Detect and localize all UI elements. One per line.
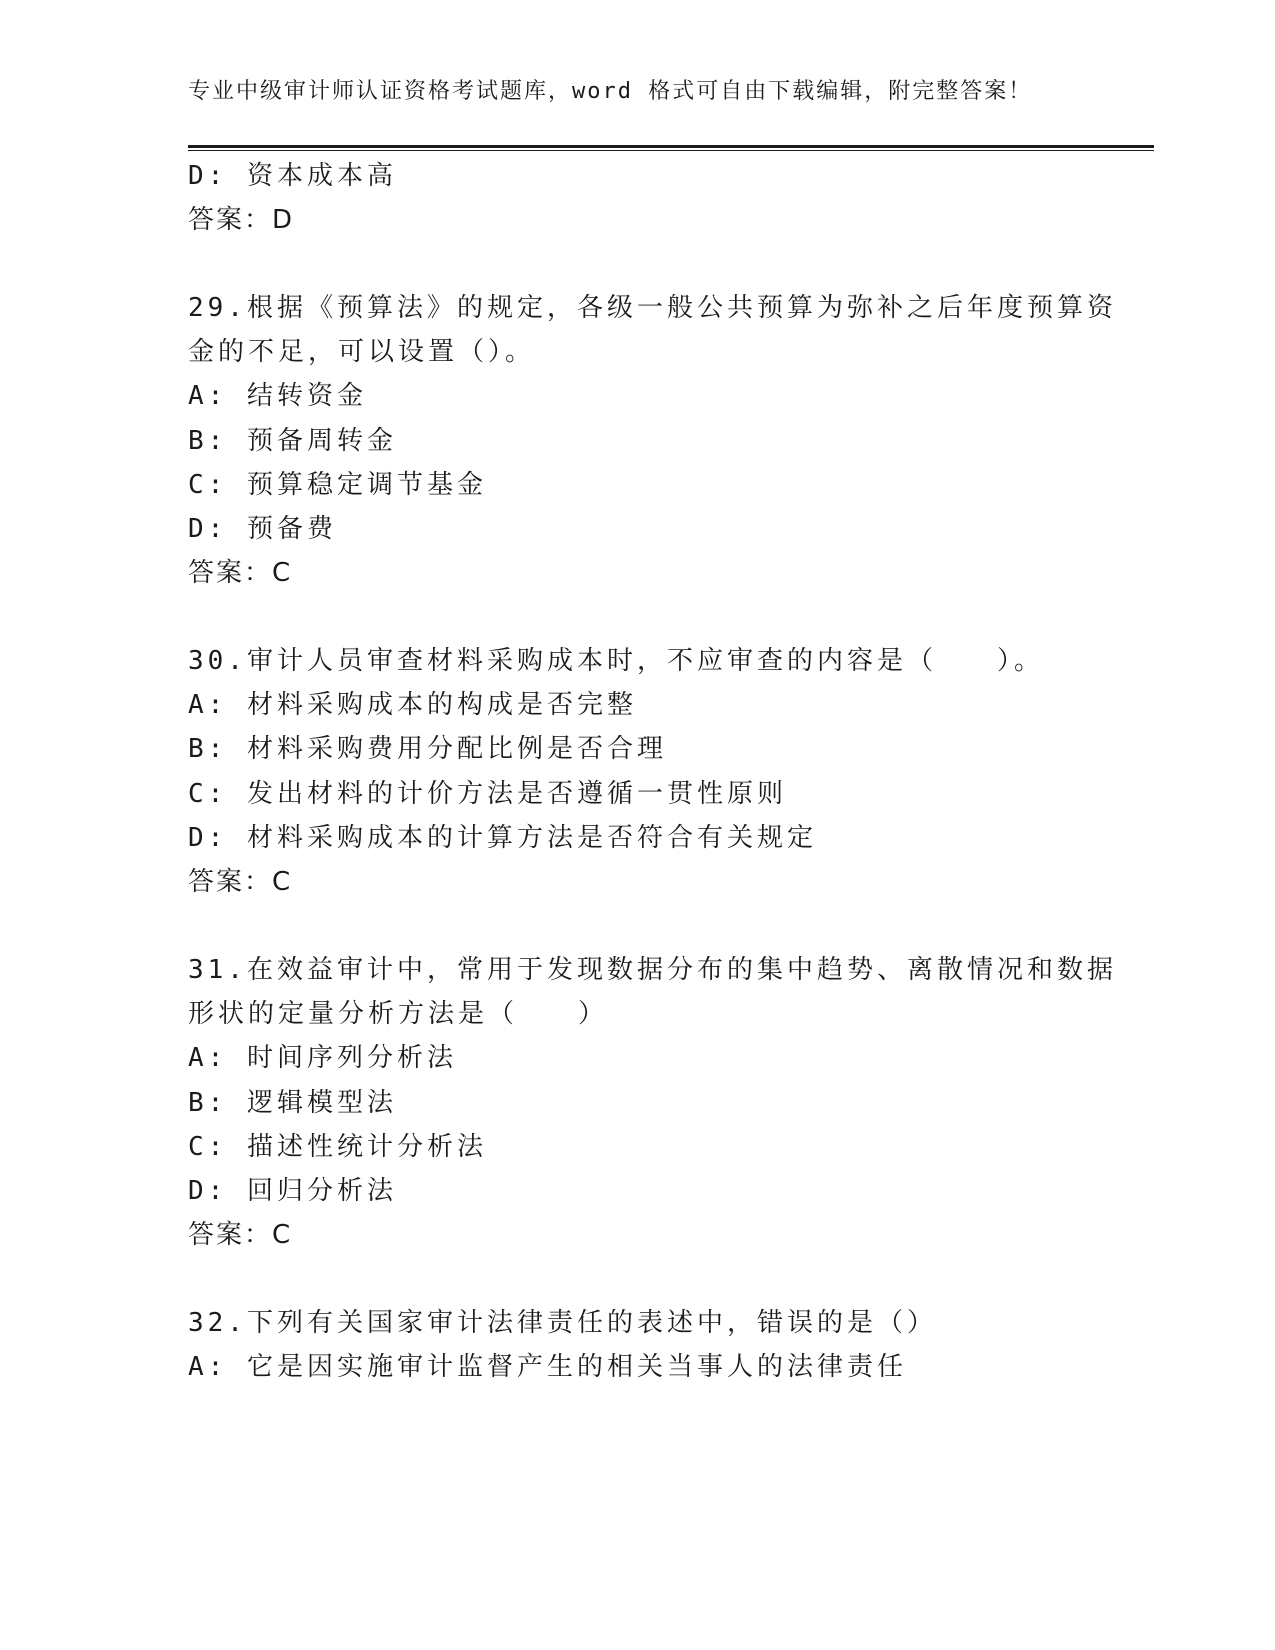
q29-option-b: B: 预备周转金 [188,426,397,456]
q29-question-line2: 金的不足，可以设置（）。 [188,337,536,367]
q30-option-b: B: 材料采购费用分配比例是否合理 [188,734,667,764]
q30-option-c: C: 发出材料的计价方法是否遵循一贯性原则 [188,779,787,809]
q30-question: 30.审计人员审查材料采购成本时，不应审查的内容是（ ）。 [188,646,1044,676]
q29-answer: 答案：C [188,558,293,588]
q31-option-c: C: 描述性统计分析法 [188,1132,487,1162]
q28-option-d: D: 资本成本高 [188,161,397,191]
q31-option-a: A: 时间序列分析法 [188,1043,457,1073]
q32-question: 32.下列有关国家审计法律责任的表述中，错误的是（） [188,1308,937,1338]
q31-question-line1: 31.在效益审计中，常用于发现数据分布的集中趋势、离散情况和数据 [188,955,1117,985]
q31-option-d: D: 回归分析法 [188,1176,397,1206]
q30-option-d: D: 材料采购成本的计算方法是否符合有关规定 [188,823,817,853]
header-rule-thin [188,150,1154,151]
header-rule-thick [188,145,1154,148]
q31-question-line2: 形状的定量分析方法是（ ） [188,999,609,1029]
q30-answer: 答案：C [188,867,293,897]
q28-answer: 答案：D [188,205,295,235]
q29-option-d: D: 预备费 [188,514,337,544]
q32-option-a: A: 它是因实施审计监督产生的相关当事人的法律责任 [188,1352,907,1382]
page-header: 专业中级审计师认证资格考试题库，word 格式可自由下载编辑，附完整答案！ [188,79,1033,104]
q31-option-b: B: 逻辑模型法 [188,1088,397,1118]
q31-answer: 答案：C [188,1220,293,1250]
q30-option-a: A: 材料采购成本的构成是否完整 [188,690,637,720]
q29-question-line1: 29.根据《预算法》的规定，各级一般公共预算为弥补之后年度预算资 [188,293,1117,323]
q29-option-a: A: 结转资金 [188,381,367,411]
q29-option-c: C: 预算稳定调节基金 [188,470,487,500]
